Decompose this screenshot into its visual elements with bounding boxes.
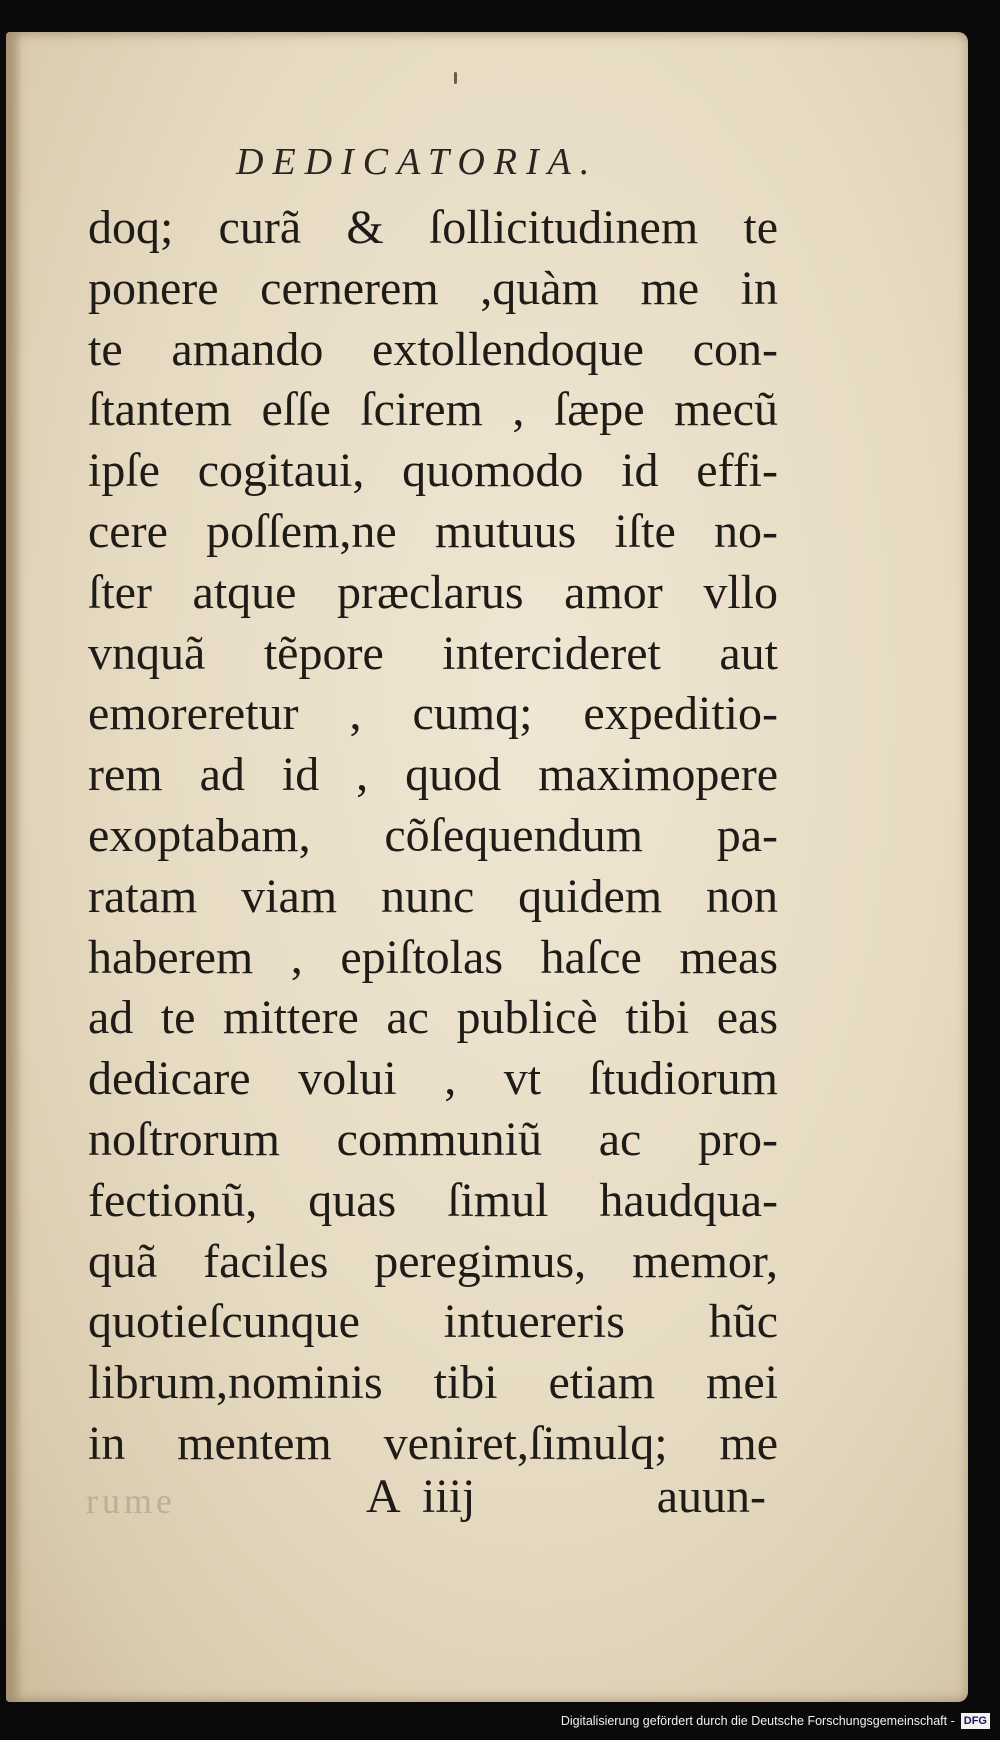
show-through-text: rume xyxy=(86,1481,176,1521)
text-line: fectionũ, quas ſimul haudqua- xyxy=(88,1173,778,1227)
text-line: cere poſſem,ne mutuus iſte no- xyxy=(88,504,778,558)
text-line: quotieſcunque intuereris hũc xyxy=(88,1295,778,1349)
text-line: doq; curã & ſollicitudinem te xyxy=(88,201,778,254)
text-line: quã faciles peregimus, memor, xyxy=(88,1234,778,1288)
text-line: rem ad id , quod maximopere xyxy=(88,748,778,802)
text-line: ad te mittere ac publicè tibi eas xyxy=(88,991,778,1045)
catchword: auun- xyxy=(656,1470,766,1523)
text-line: noſtrorum communiũ ac pro- xyxy=(88,1112,778,1166)
text-line: ponere cernerem ,quàm me in xyxy=(88,261,778,315)
text-line: ipſe cogitaui, quomodo id effi- xyxy=(88,444,778,498)
text-line: dedicare volui , vt ſtudiorum xyxy=(88,1052,778,1106)
funding-credit: Digitalisierung gefördert durch die Deutsche Forschungsgemeinschaft - xyxy=(560,1714,955,1728)
running-head: DEDICATORIA. xyxy=(236,141,599,183)
text-line: ſter atque præclarus amor vllo xyxy=(88,565,778,619)
text-line: ratam viam nunc quidem non xyxy=(88,869,778,923)
text-line: vnquã tẽpore intercideret aut xyxy=(88,626,778,680)
ink-speck xyxy=(454,72,457,84)
dfg-logo-icon: DFG xyxy=(961,1713,990,1729)
body-text xyxy=(88,198,778,1475)
text-line: librum,nominis tibi etiam mei xyxy=(88,1356,778,1410)
page-gutter-shadow xyxy=(6,32,22,1702)
text-line: ſtantem eſſe ſcirem , ſæpe mecũ xyxy=(88,383,778,437)
text-line: exoptabam, cõſequendum pa- xyxy=(88,808,778,862)
text-line: haberem , epiſtolas haſce meas xyxy=(88,930,778,984)
digitization-footer xyxy=(561,1710,990,1732)
signature-line xyxy=(366,1469,766,1529)
book-page xyxy=(6,32,968,1702)
text-line: te amando extollendoque con- xyxy=(88,322,778,376)
text-line: emoreretur , cumq; expeditio- xyxy=(88,687,778,741)
text-line: in mentem veniret,ſimulq; me xyxy=(88,1416,778,1470)
signature-mark: A iiij xyxy=(366,1470,476,1523)
